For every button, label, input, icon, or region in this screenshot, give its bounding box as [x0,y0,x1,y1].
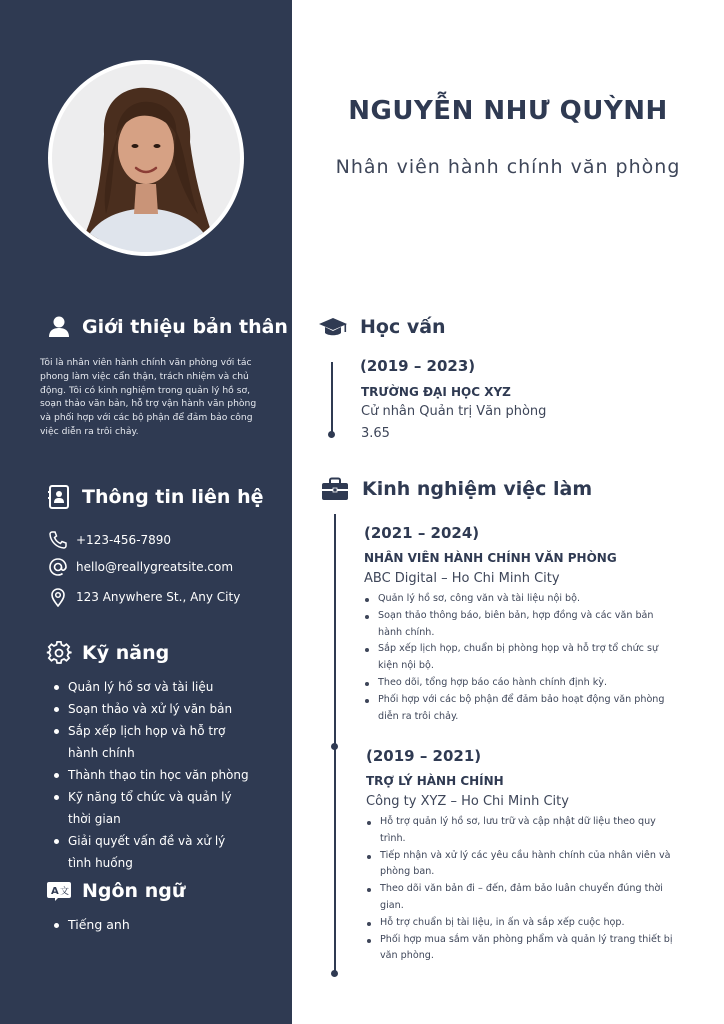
languages-heading [46,878,185,904]
list-item: Sắp xếp lịch họp, chuẩn bị phòng họp và hỗ trợ tổ chức sự kiện nội bộ. [362,641,674,675]
list-item: Giải quyết vấn đề và xử lý tình huống [52,830,252,874]
skills-heading [46,640,169,666]
translate-icon [46,878,72,904]
graduation-cap-icon [318,314,348,340]
languages-title: Ngôn ngữ [82,880,186,902]
list-item: Theo dõi, tổng hợp báo cáo hành chính định kỳ. [362,675,674,692]
education-title: Học vấn [360,316,446,338]
svg-text:文: 文 [60,887,70,897]
list-item: Sắp xếp lịch họp và hỗ trợ hành chính [52,720,252,764]
skills-title: Kỹ năng [82,642,170,664]
job-period: (2019 – 2021) [366,747,482,765]
experience-title: Kinh nghiệm việc làm [362,478,593,500]
contact-phone[interactable] [48,530,171,550]
sidebar [0,0,292,1024]
about-text: Tôi là nhân viên hành chính văn phòng với tác phong làm việc cẩn thận, trách nhiệm và chủ động. Tôi có kinh nghiệm trong quản lý hồ sơ, soạn thảo văn bản, hỗ trợ vận hành văn phòng và phối hợp với các bộ phận để đảm bảo công việc diễn ra trôi chảy. [40,357,257,437]
email-text: hello@reallygreatsite.com [76,560,234,574]
gpa-text: 3.65 [361,426,390,441]
list-item: Tiếp nhận và xử lý các yêu cầu hành chính của nhân viên và phòng ban. [364,848,676,882]
job-position: TRỢ LÝ HÀNH CHÍNH [366,774,504,788]
gear-icon [46,640,72,666]
briefcase-icon [320,476,350,502]
degree-text: Cử nhân Quản trị Văn phòng [361,404,547,419]
skills-list [52,676,252,874]
phone-text: +123-456-7890 [76,533,172,547]
location-pin-icon [48,587,68,607]
at-sign-icon [48,557,68,577]
timeline-dot [331,743,338,750]
education-timeline [331,362,333,436]
person-name: NGUYỄN NHƯ QUỲNH [348,96,668,126]
profile-photo [48,60,244,256]
list-item: Soạn thảo thông báo, biên bản, hợp đồng và các văn bản hành chính. [362,608,674,642]
contact-title: Thông tin liên hệ [82,486,264,508]
list-item: Thành thạo tin học văn phòng [52,764,252,786]
job-position: NHÂN VIÊN HÀNH CHÍNH VĂN PHÒNG [364,551,617,565]
about-heading [46,314,288,340]
list-item: Theo dõi văn bản đi – đến, đảm bảo luân chuyển đúng thời gian. [364,881,676,915]
timeline-dot [331,970,338,977]
svg-text:A: A [51,886,59,897]
list-item: Hỗ trợ chuẩn bị tài liệu, in ấn và sắp xếp cuộc họp. [364,915,676,932]
contact-address [48,587,240,607]
languages-list [52,914,130,936]
education-period: (2019 – 2023) [360,357,476,375]
job-title: Nhân viên hành chính văn phòng [335,156,681,178]
job-duties [362,591,674,725]
timeline-dot [328,431,335,438]
list-item: Tiếng anh [52,914,130,936]
job-company: Công ty XYZ – Ho Chi Minh City [366,794,569,809]
portrait-image [52,64,240,252]
list-item: Hỗ trợ quản lý hồ sơ, lưu trữ và cập nhật dữ liệu theo quy trình. [364,814,676,848]
list-item: Quản lý hồ sơ, công văn và tài liệu nội bộ. [362,591,674,608]
job-duties [364,814,676,965]
experience-heading [320,476,592,502]
about-title: Giới thiệu bản thân [82,316,288,338]
job-company: ABC Digital – Ho Chi Minh City [364,571,560,586]
list-item: Phối hợp mua sắm văn phòng phẩm và quản lý trang thiết bị văn phòng. [364,932,676,966]
user-icon [46,314,72,340]
address-text: 123 Anywhere St., Any City [76,590,241,604]
phone-icon [48,530,68,550]
list-item: Phối hợp với các bộ phận để đảm bảo hoạt động văn phòng diễn ra trôi chảy. [362,692,674,726]
job-period: (2021 – 2024) [364,524,480,542]
list-item: Quản lý hồ sơ và tài liệu [52,676,252,698]
contact-email[interactable] [48,557,233,577]
education-heading [318,314,446,340]
list-item: Soạn thảo và xử lý văn bản [52,698,252,720]
contact-heading [46,484,263,510]
list-item: Kỹ năng tổ chức và quản lý thời gian [52,786,252,830]
contact-card-icon [46,484,72,510]
school-name: TRƯỜNG ĐẠI HỌC XYZ [361,385,511,399]
